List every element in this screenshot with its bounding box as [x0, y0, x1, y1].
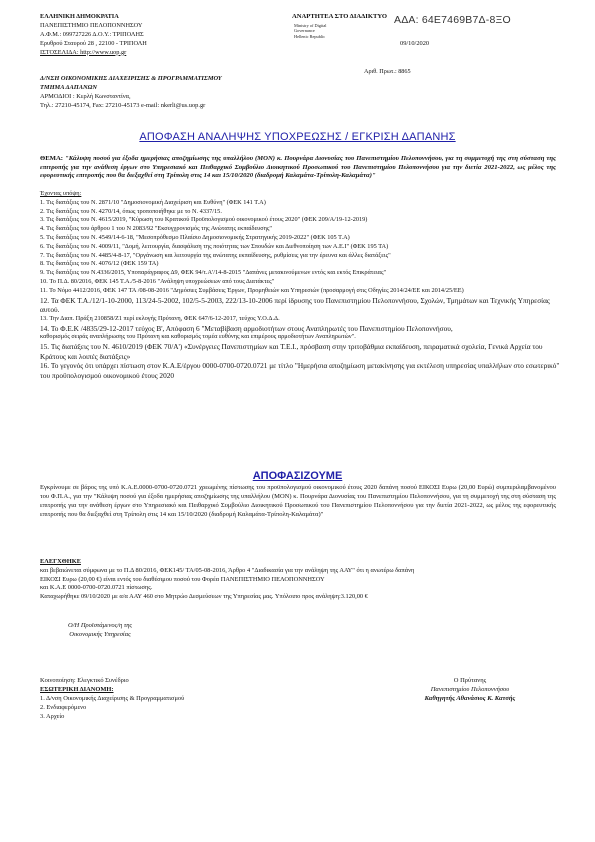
distribution-item: 2. Ενδιαφερόμενο [40, 703, 87, 711]
subject-label: ΘΕΜΑ: [40, 155, 64, 162]
rector-title: Ο Πρύτανης [453, 677, 487, 684]
considering-item: 12. Τα ΦΕΚ Τ.Α./12/1-10-2000, 113/24-5-2002, 102/5-5-2003, 222/13-10-2006 περί ίδρυσης του Πανεπιστημίου Πελοποννήσου, Σχολών, Τμημάτων και Τεχνικής Υπηρεσίας αυτού. [40, 295, 550, 315]
posting-block [292, 13, 547, 47]
signature-line: Ο/Η Προϊστάμενος/η της [68, 622, 133, 629]
distribution-item: 3. Αρχείο [40, 712, 65, 720]
rector-org: Πανεπιστημίου Πελοποννήσου [430, 685, 510, 693]
department-block [40, 74, 222, 110]
considering-item: 14. Το Φ.Ε.Κ /4835/29-12-2017 τεύχος Β', Απόφαση 6 "Μεταβίβαση αρμοδιοτήτων στους Αναπληρωτές του Πανεπιστημίου Πελοποννήσου, [40, 323, 453, 333]
decision-title: ΑΠΟΦΑΣΙΖΟΥΜΕ [252, 470, 343, 482]
responsible-officers: ΑΡΜΟΔΙΟΙ : Κερλή Κωνσταντίνα, [40, 93, 131, 100]
issuer-line: Ερυθρού Σταυρού 28 , 22100 - ΤΡΙΠΟΛΗ [40, 39, 147, 47]
considering-item: 7. Τις διατάξεις του Ν. 4485/4-8-17, "Οργάνωση και λειτουργία της ανώτατης εκπαίδευσης, ρυθμίσεις για την έρευνα και άλλες διατάξεις" [40, 251, 391, 259]
stamp-line: Ministry of Digital [294, 23, 327, 28]
section-name: ΤΜΗΜΑ ΔΑΠΑΝΩΝ [40, 84, 98, 91]
issuer-website[interactable]: ΙΣΤΟΣΕΛΙΔΑ: http://www.uop.gr [40, 48, 127, 56]
considering-item: 8. Τις διατάξεις του Ν. 4076/12 (ΦΕΚ 159 ΤΑ) [40, 260, 159, 268]
document-title: ΑΠΟΦΑΣΗ ΑΝΑΛΗΨΗΣ ΥΠΟΧΡΕΩΣΗΣ / ΕΓΚΡΙΣΗ ΔΑΠΑΝΗΣ [139, 131, 456, 143]
checked-line: και Κ.Α.Ε 0000-0700-0720.0721 πίστωσης. [40, 584, 153, 592]
kept-by: Κοινοποίηση: Ελεγκτικό Συνέδριο [40, 677, 129, 684]
head-of-finance-signature [68, 621, 132, 639]
internal-distribution-label: ΕΣΩΤΕΡΙΚΗ ΔΙΑΝΟΜΗ: [40, 685, 114, 693]
checked-line: Καταχωρήθηκε 09/10/2020 με α/α ΑΑΥ 460 στο Μητρώο Δεσμεύσεων της Υπηρεσίας μας. Υπόλοιπο προς ανάληψη:3.120,00 € [40, 593, 368, 601]
considering-section [40, 190, 560, 380]
distribution-block [40, 677, 300, 722]
posting-title: ΑΝΑΡΤΗΤΕΑ ΣΤΟ ΔΙΑΔΙΚΤΥΟ [292, 13, 388, 20]
signature-line: Οικονομικής Υπηρεσίας [69, 631, 131, 638]
checked-line: και βεβαιώνεται σύμφωνα με το Π.Δ 80/2016, ΦΕΚ145/ ΤΑ/05-08-2016, Άρθρο 4 "Διαδικασία για την ανάληψη της ΑΑΥ" ότι η ανωτέρω δαπάνη [40, 566, 415, 574]
digital-signature-stamp [294, 23, 404, 39]
considering-item: 13. Την Διαπ. Πράξη 210858/Ζ1 περί εκλογής Πρύτανη, ΦΕΚ 647/6-12-2017, τεύχος Υ.Ο.Δ.Δ. [40, 314, 280, 322]
considering-lead: Έχοντας υπόψη: [40, 190, 82, 197]
subject-text: "Κάλυψη ποσού για έξοδα ημερήσιας αποζημίωσης της υπαλλήλου (ΜΟΝ) κ. Πουρνάρα Διονυσίας του Πανεπιστημίου Πελοποννήσου, για τη συμμετοχή της στη σύσταση της επιτροπής για την ανάθεση έργων στο Υπηρεσιακό και Πειθαρχικό Συμβούλιο Διοικητικού Προσωπικού του Πανεπιστημίου Πελοποννήσου για την διετία 2021-2022, ως μέλος της εφορευτικής επιτροπής που θα διεξαχθεί στη Τρίπολη στις 14 και 15/10/2020 (διαδρομή Καλαμάτα-Τρίπολη-Καλαμάτα)" [40, 155, 557, 180]
considering-item: 10. Το Π.Δ. 80/2016, ΦΕΚ 145 Τ.Α./5-8-2016 "Ανάληψη υποχρεώσεων από τους Διατάκτες" [40, 277, 275, 285]
considering-item: 4. Τις διατάξεις του άρθρου 1 του Ν 2083/92 "Εκσυγχρονισμός της Ανώτατης εκπαίδευσης" [40, 225, 272, 233]
stamp-line: Hellenic Republic [294, 33, 326, 39]
stamp-line: Governance [294, 28, 315, 34]
issuer-line: ΠΑΝΕΠΙΣΤΗΜΙΟ ΠΕΛΟΠΟΝΝΗΣΟΥ [40, 21, 143, 29]
protocol-number: Αριθ. Πρωτ.: 8865 [364, 68, 411, 75]
considering-item: 2. Τις διατάξεις του Ν. 4270/14, όπως τροποποιήθηκε με το Ν. 4337/15. [40, 207, 222, 215]
issuer-block [40, 13, 290, 58]
considering-item: καθορισμός σειράς αναπλήρωσης του Πρύτανη και καθορισμός τομέα ευθύνης και επιμέρους αρμοδιοτήτων Αναπληρωτών". [40, 333, 356, 341]
subject-paragraph [40, 155, 556, 181]
directorate-name: Δ/ΝΣΗ ΟΙΚΟΝΟΜΙΚΗΣ ΔΙΑΧΕΙΡΙΣΗΣ & ΠΡΟΓΡΑΜΜΑΤΙΣΜΟΥ [40, 75, 222, 82]
checked-line: ΕΙΚΟΣΙ Ευρω (20,00 €) είναι εντός του διαθέσιμου ποσού του Φορέα ΠΑΝΕΠΙΣΤΗΜΙΟ ΠΕΛΟΠΟΝΝΗΣΟΥ [40, 575, 325, 583]
considering-item: 3. Τις διατάξεις του Ν. 4615/2019, "Κύρωση του Κρατικού Προϋπολογισμού οικονομικού έτους 2020" (ΦΕΚ 209/Α/19-12-2019) [40, 216, 368, 224]
issuer-line: Α.Φ.Μ.: 099727226 Δ.Ο.Υ.: ΤΡΙΠΟΛΗΣ [40, 30, 144, 38]
considering-item: 15. Τις διατάξεις του Ν. 4610/2019 (ΦΕΚ 70/Α') «Συνέργειες Πανεπιστημίων και Τ.Ε.Ι., πρόσβαση στην τριτοβάθμια εκπαίδευση, πειραματικά σχολεία, Γενικά Αρχεία του Κράτους και λοιπές διατάξεις» [40, 341, 543, 361]
checked-label: ΕΛΕΓΧΘΗΚΕ [40, 558, 81, 565]
rector-name: Καθηγητής Αθανάσιος Κ. Κατσής [424, 694, 516, 702]
considering-item: 1. Τις διατάξεις του Ν. 2871/10 "Δημοσιονομική Διαχείριση και Ευθύνη" (ΦΕΚ 141 Τ.Α) [40, 198, 266, 206]
distribution-item: 1. Δ/νση Οικονομικής Διαχείρισης & Προγραμματισμού [40, 694, 185, 702]
considering-item: 16. Το γεγονός ότι υπάρχει πίστωση στον Κ.Α.Ε/έργου 0000-0700-0720.0721 με τίτλο "Ημερήσια αποζημίωση μετακίνησης για εκτέλεση υπηρεσίας υπαλλήλων στο εσωτερικό" του προϋπολογισμού οικονομικού έτους 2020 [40, 361, 560, 380]
considering-item: 5. Τις διατάξεις του Ν. 4549/14-6-18, "Μεσοπρόθεσμο Πλαίσιο Δημοσιονομικής Στρατηγικής 2019-2022" (ΦΕΚ 105 Τ.Α) [40, 233, 350, 241]
ada-code: ΑΔΑ: 64Ε7469Β7Δ-8ΞΟ [394, 14, 511, 26]
considering-item: 9. Τις διατάξεις του Ν.4336/2015, Υποπαράγραφος Δ9, ΦΕΚ 94/τ.Α'/14-8-2015 "Δαπάνες μετακινούμενων εντός και εκτός Επικράτειας" [40, 269, 387, 277]
considering-item: 6. Τις διατάξεις του Ν. 4009/11, "Δομή, λειτουργία, διασφάλιση της ποιότητας των Σπουδών και Διεθνοποίηση των Α.Ε.Ι" (ΦΕΚ 195 ΤΑ) [40, 242, 389, 250]
rector-signature [360, 677, 580, 704]
stamp-date: 09/10/2020 [400, 40, 430, 47]
considering-item: 11. Το Νόμο 4412/2016, ΦΕΚ 147 ΤΑ /08-08-2016 "Δημόσιες Συμβάσεις Έργων, Προμηθειών και Υπηρεσιών (προσαρμογή στις Οδηγίες 2014/24/ΕΕ και 2014/25/ΕΕ) [40, 286, 464, 294]
contact-line: Τηλ.: 27210-45174, Fax: 27210-45173 e-mail: nkerli@us.uop.gr [40, 102, 206, 109]
issuer-line: ΕΛΛΗΝΙΚΗ ΔΗΜΟΚΡΑΤΙΑ [40, 13, 119, 20]
checked-section [40, 558, 560, 602]
decision-paragraph: Εγκρίνουμε σε βάρος της υπό Κ.Α.Ε.0000-0700-0720.0721 χρεωμένης πίστωσης του προϋπολογισμού οικονομικού έτους 2020 δαπάνη ποσού ΕΙΚΟΣΙ Ευρω (20,00 Ευρώ) συμπεριλαμβανομένου του Φ.Π.Α., για την "Κάλυψη ποσού για έξοδα ημερήσιας αποζημίωσης της υπαλλήλου (ΜΟΝ) κ. Πουρνάρα Διονυσίας του Πανεπιστημίου Πελοποννήσου, για τη συμμετοχή της στη σύσταση της επιτροπής για την ανάθεση έργων στο Υπηρεσιακό και Πειθαρχικό Συμβούλιο Διοικητικού Προσωπικού του Πανεπιστημίου Πελοποννήσου για την διετία 2021-2022, ως μέλος της εφορευτικής επιτροπής που θα διεξαχθεί στη Τρίπολη στις 14 και 15/10/2020 (διαδρομή Καλαμάτα-Τρίπολη-Καλαμάτα)" [40, 484, 556, 518]
